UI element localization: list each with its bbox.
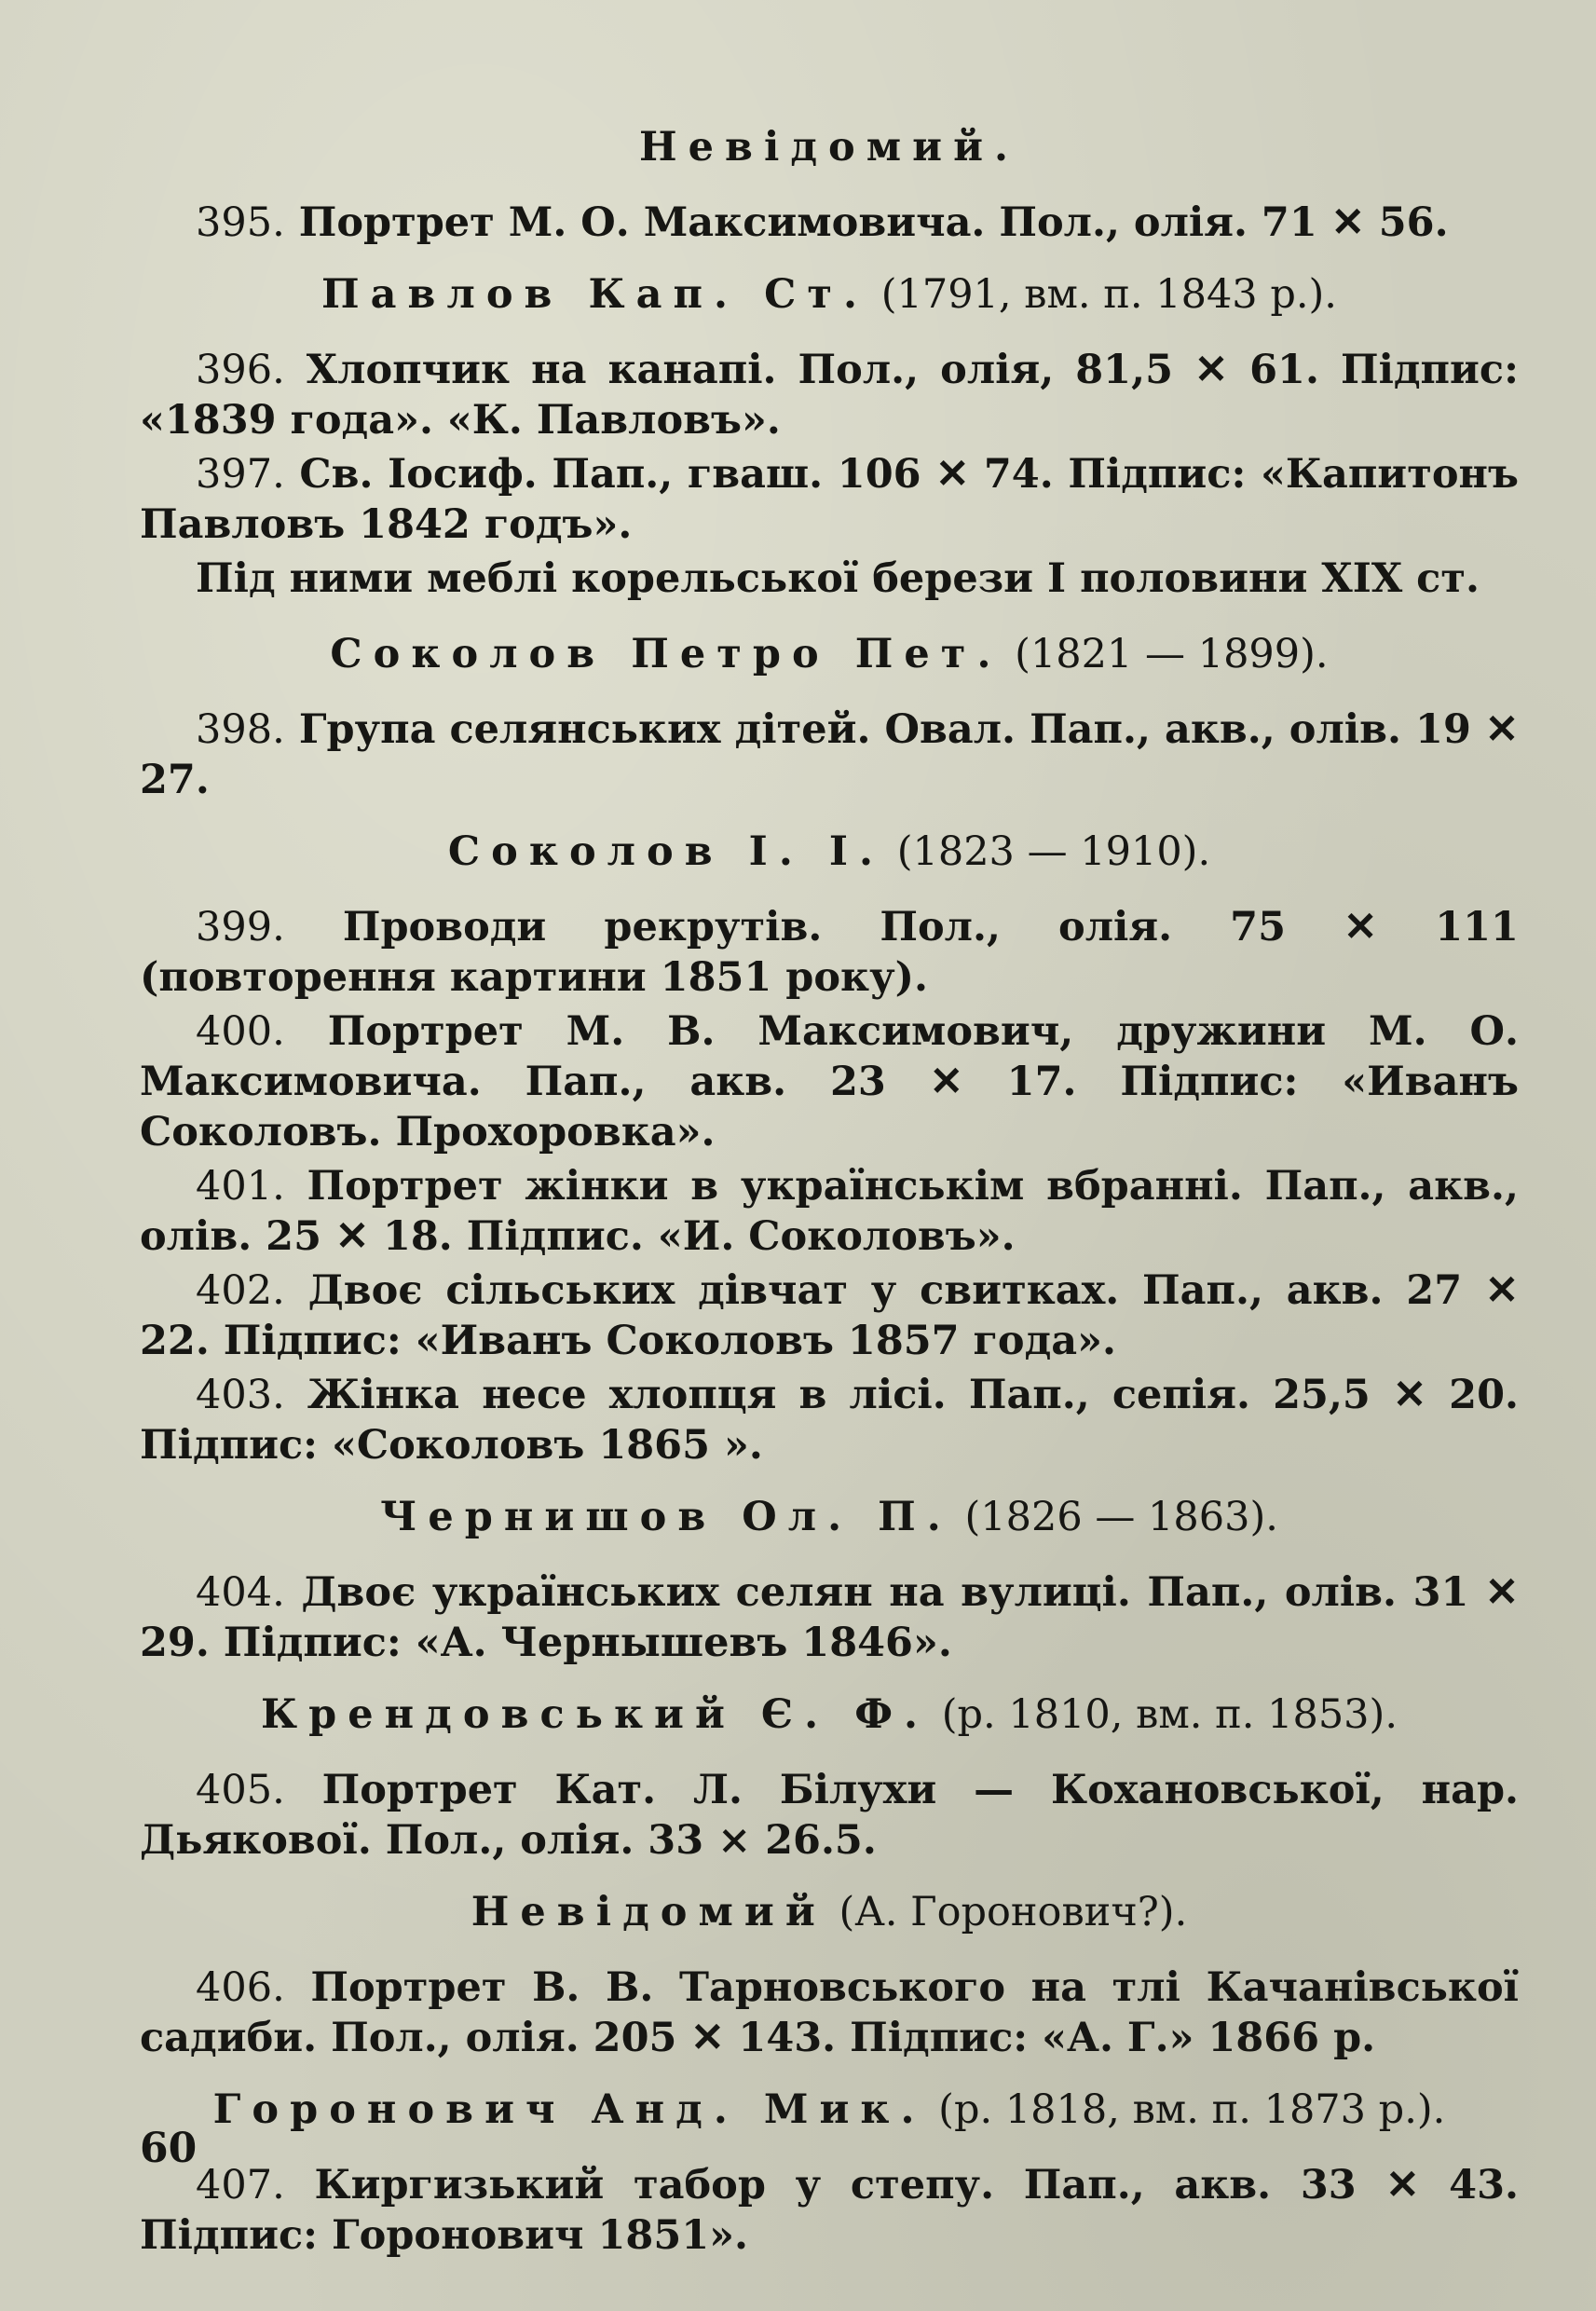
catalog-entry — [140, 1161, 1519, 1262]
artist-name: Невідомий. — [638, 124, 1020, 171]
entry-number: 401. — [196, 1163, 285, 1210]
entry-number: 395. — [196, 199, 285, 246]
entry-number: 399. — [196, 904, 285, 950]
entry-text: Св. Іосиф. Пап., гваш. 106 ✕ 74. Підпис: «Капитонъ Павловъ 1842 годъ». — [140, 451, 1519, 548]
entry-text: Хлопчик на канапі. Пол., олія, 81,5 ✕ 61. Підпис: «1839 года». «К. Павловъ». — [140, 347, 1519, 444]
catalog-entry — [140, 1265, 1519, 1366]
page-number: 60 — [140, 2125, 198, 2172]
artist-dates: (А. Горонович?). — [825, 1889, 1188, 1935]
entry-text: Двоє сільських дівчат у свитках. Пап., акв. 27 ✕ 22. Підпис: «Иванъ Соколовъ 1857 года». — [140, 1267, 1519, 1364]
catalog-entry — [140, 1765, 1519, 1866]
catalog-entry — [140, 345, 1519, 445]
catalog-entry — [140, 1370, 1519, 1470]
artist-dates: (р. 1818, вм. п. 1873 р.). — [925, 2086, 1446, 2133]
entry-number: 397. — [196, 451, 285, 498]
entry-text: Портрет М. В. Максимович, дружини М. О. Максимовича. Пап., акв. 23 ✕ 17. Підпис: «Иванъ Соколовъ. Прохоровка». — [140, 1008, 1519, 1156]
artist-heading — [140, 1689, 1519, 1741]
artist-name: Крендовський Є. Ф. — [261, 1691, 930, 1738]
catalog-entry — [140, 902, 1519, 1003]
artist-dates: (1821 — 1899). — [1002, 631, 1329, 677]
catalog-entry — [140, 198, 1519, 248]
catalog-entry — [140, 704, 1519, 805]
artist-heading — [140, 1886, 1519, 1938]
entry-text: Портрет В. В. Тарновського на тлі Качанівської садиби. Пол., олія. 205 ✕ 143. Підпис: «А. Г.» 1866 р. — [140, 1964, 1519, 2061]
artist-heading — [140, 268, 1519, 321]
artist-heading — [140, 121, 1519, 173]
artist-dates: (р. 1810, вм. п. 1853). — [929, 1691, 1398, 1738]
entry-text: Портрет Кат. Л. Білухи — Кохановської, нар. Дьякової. Пол., олія. 33 × 26.5. — [140, 1767, 1519, 1864]
catalog-entry — [140, 1962, 1519, 2063]
artist-heading — [140, 628, 1519, 680]
section-note: Під ними меблі корельської берези І половини XIX ст. — [196, 555, 1480, 602]
artist-name: Соколов Петро Пет. — [330, 631, 1003, 677]
entry-number: 396. — [196, 347, 285, 393]
entry-number: 398. — [196, 706, 285, 753]
artist-dates: (1791, вм. п. 1843 р.). — [868, 271, 1337, 318]
entry-text: Двоє українських селян на вулиці. Пап., олів. 31 ✕ 29. Підпис: «А. Чернышевъ 1846». — [140, 1569, 1519, 1666]
artist-heading — [140, 1491, 1519, 1543]
artist-name: Соколов І. І. — [447, 828, 885, 875]
entry-number: 407. — [196, 2162, 285, 2208]
entry-number: 403. — [196, 1372, 285, 1418]
artist-name: Павлов Кап. Ст. — [321, 271, 869, 318]
artist-dates: (1826 — 1863). — [951, 1494, 1278, 1540]
artist-dates: (1823 — 1910). — [884, 828, 1211, 875]
artist-heading — [140, 2084, 1519, 2136]
entry-text: Киргизький табор у степу. Пап., акв. 33 ✕ 43. Підпис: Горонович 1851». — [140, 2162, 1519, 2259]
catalog-entry — [140, 449, 1519, 550]
entry-text: Група селянських дітей. Овал. Пап., акв., олів. 19 ✕ 27. — [140, 706, 1519, 803]
catalog-entry — [140, 1567, 1519, 1668]
artist-name: Чернишов Ол. П. — [380, 1494, 952, 1540]
entry-number: 404. — [196, 1569, 285, 1616]
entry-number: 405. — [196, 1767, 285, 1813]
artist-name: Невідомий — [471, 1889, 826, 1935]
entry-number: 400. — [196, 1008, 285, 1055]
artist-heading — [140, 826, 1519, 878]
artist-name: Горонович Анд. Мик. — [212, 2086, 926, 2133]
catalog-entry — [140, 1006, 1519, 1157]
document-page — [140, 121, 1519, 2259]
entry-number: 406. — [196, 1964, 285, 2011]
entry-text: Жінка несе хлопця в лісі. Пап., сепія. 25,5 ✕ 20. Підпис: «Соколовъ 1865 ». — [140, 1372, 1519, 1469]
entry-number: 402. — [196, 1267, 285, 1314]
entry-text: Проводи рекрутів. Пол., олія. 75 ✕ 111 (повторення картини 1851 року). — [140, 904, 1519, 1001]
catalog-entry — [140, 2160, 1519, 2261]
entry-text: Портрет жінки в українськім вбранні. Пап., акв., олів. 25 ✕ 18. Підпис. «И. Соколовъ». — [140, 1163, 1519, 1260]
entry-text: Портрет М. О. Максимовича. Пол., олія. 71 ✕ 56. — [298, 199, 1449, 246]
